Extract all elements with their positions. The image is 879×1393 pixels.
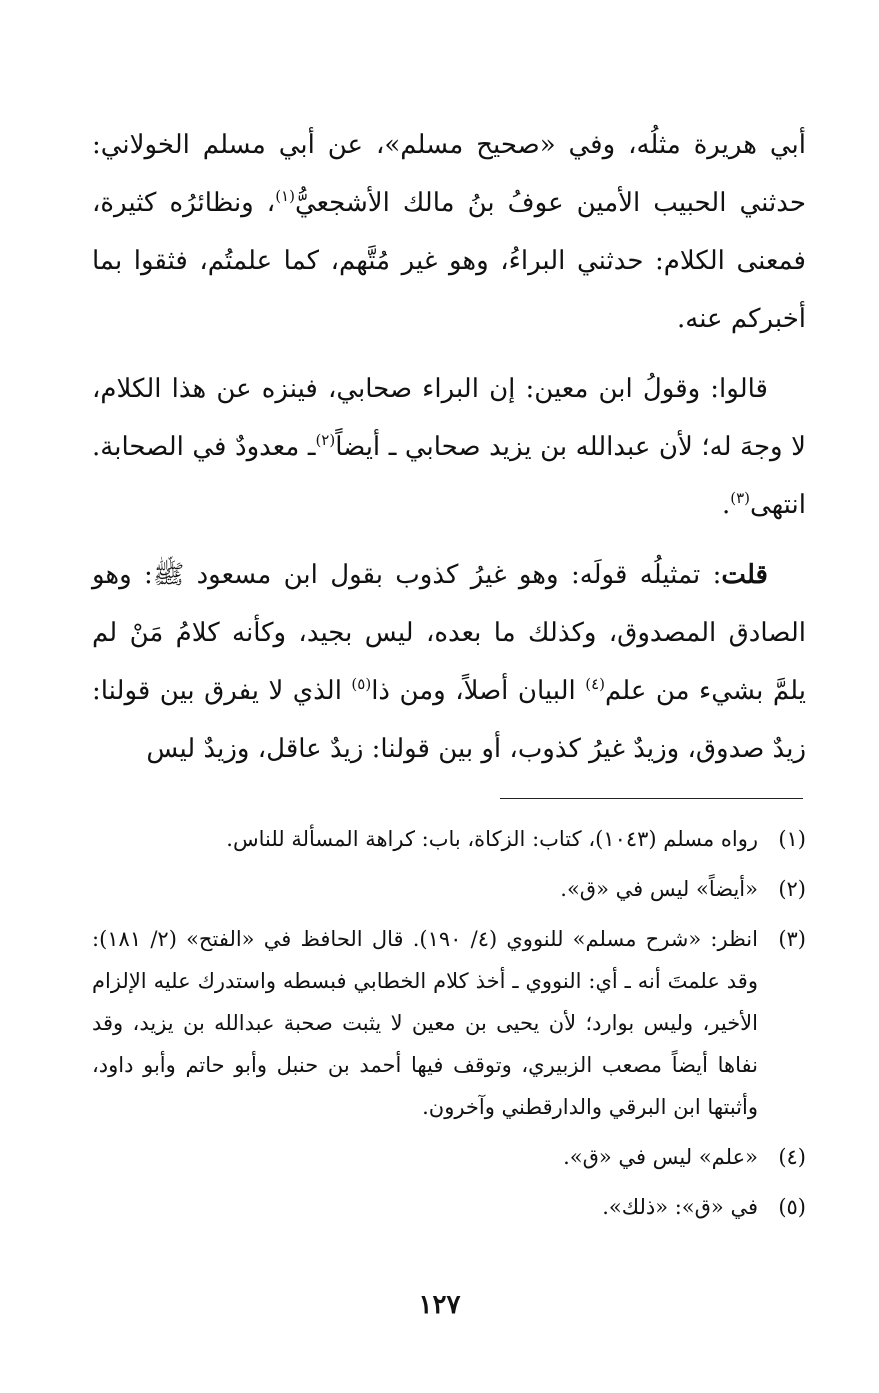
- paragraph-2-text-end: .: [721, 490, 731, 520]
- footnote-text: في «ق»: «ذلك».: [602, 1195, 758, 1219]
- footnote-text: رواه مسلم (١٠٤٣)، كتاب: الزكاة، باب: كراهة المسألة للناس.: [226, 827, 758, 851]
- footnote-ref-2[interactable]: (٢): [315, 431, 336, 449]
- footnote-ref-1[interactable]: (١): [275, 187, 295, 205]
- paragraph-3: [92, 546, 806, 778]
- paragraph-3-text-cont: البيان أصلاً، ومن ذا: [371, 676, 586, 706]
- paragraph-3-lead: قلت: [721, 560, 768, 590]
- paragraph-2: [92, 360, 806, 534]
- paragraph-2-text-cont: ـ معدودٌ في الصحابة. انتهى: [92, 432, 806, 520]
- footnote-number: (٥): [778, 1195, 806, 1219]
- paragraph-3-text: : تمثيلُه قولَه: وهو غيرُ كذوب بقول ابن مسعود ﷺ: وهو الصادق المصدوق، وكذلك ما بعده، ليس بجيد، وكأنه كلامُ مَنْ لم يلمَّ بشيء من علم: [92, 560, 807, 706]
- paragraph-1-text-cont: ، ونظائرُه كثيرة، فمعنى الكلام: حدثني البراءُ، وهو غير مُتَّهم، كما علمتُم، فثقوا بما أخبركم عنه.: [92, 188, 806, 334]
- footnote-text: «علم» ليس في «ق».: [563, 1145, 758, 1169]
- footnote-text: «أيضاً» ليس في «ق».: [560, 877, 758, 901]
- paragraph-1: [92, 116, 806, 348]
- footnote-number: (٣): [778, 927, 806, 951]
- footnote-text: انظر: «شرح مسلم» للنووي (٤/ ١٩٠). قال الحافظ في «الفتح» (٢/ ١٨١): وقد علمتَ أنه ـ أي: النووي ـ أخذ كلام الخطابي فبسطه واستدرك عليه الإلزام الأخير، وليس بوارد؛ لأن يحيى بن معين لا يثبت صحبة عبدالله بن يزيد، وقد نفاها أيضاً مصعب الزبيري، وتوقف فيها أحمد بن حنبل وأبو حاتم وأبو داود، وأثبتها ابن البرقي والدارقطني وآخرون.: [92, 927, 758, 1119]
- paragraph-2-text: قالوا: وقولُ ابن معين: إن البراء صحابي، فينزه عن هذا الكلام، لا وجهَ له؛ لأن عبدالله بن يزيد صحابي ـ أيضاً: [92, 374, 806, 462]
- footnotes: [92, 818, 806, 1236]
- footnote-ref-4[interactable]: (٤): [585, 675, 605, 693]
- footnote-number: (٢): [778, 877, 806, 901]
- footnote-3: [92, 918, 806, 1128]
- page-number: ١٢٧: [418, 1290, 461, 1320]
- footnote-ref-3[interactable]: (٣): [730, 489, 751, 507]
- paragraph-1-text: أبي هريرة مثلُه، وفي «صحيح مسلم»، عن أبي مسلم الخولاني: حدثني الحبيب الأمين عوفُ بنُ مالك الأشجعيُّ: [92, 130, 806, 218]
- footnote-2: [92, 868, 806, 910]
- footnote-separator: [500, 798, 803, 799]
- footnote-4: [92, 1136, 806, 1178]
- footnote-number: (٤): [778, 1145, 806, 1169]
- footnote-1: [92, 818, 806, 860]
- main-text: [92, 116, 806, 778]
- footnote-number: (١): [778, 827, 806, 851]
- footnote-5: [92, 1186, 806, 1228]
- paragraph-3-text-end: الذي لا يفرق بين قولنا: زيدٌ صدوق، وزيدٌ غيرُ كذوب، أو بين قولنا: زيدٌ عاقل، وزيدٌ ليس: [92, 676, 806, 764]
- footnote-ref-5[interactable]: (٥): [351, 675, 372, 693]
